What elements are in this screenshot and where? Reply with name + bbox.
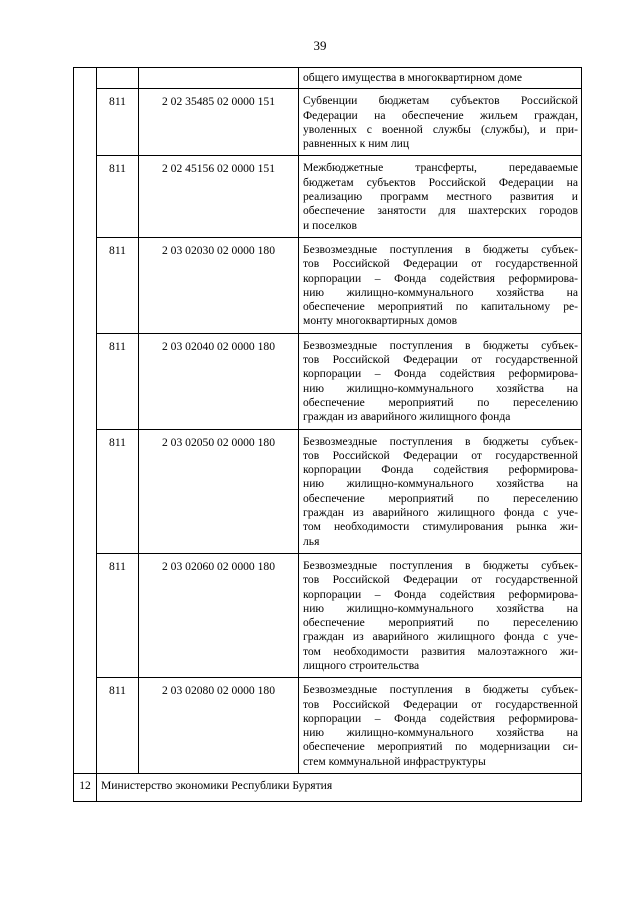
name-cell (299, 553, 582, 677)
kbk-code-cell: 2 02 45156 02 0000 151 (139, 156, 299, 237)
kbk-code-cell: 2 03 02040 02 0000 180 (139, 333, 299, 429)
number-cell (74, 68, 97, 774)
name-line: обеспечение мероприятий по переселению (303, 616, 578, 630)
kbk-code-cell: 2 03 02050 02 0000 180 (139, 429, 299, 553)
name-line: и поселков (303, 218, 357, 232)
name-line: нию жилищно-коммунального хозяйства на (303, 477, 578, 491)
name-line: том необходимости развития малоэтажного жи- (303, 644, 578, 658)
table-row (74, 89, 582, 156)
name-cell (299, 678, 582, 774)
name-line: Безвозмездные поступления в бюджеты субъек- (303, 434, 578, 448)
name-line: Безвозмездные поступления в бюджеты субъек- (303, 242, 578, 256)
name-line: Субвенции бюджетам субъектов Российской (303, 94, 578, 108)
name-line: тов Российской Федерации от государственной (303, 697, 578, 711)
name-line: Безвозмездные поступления в бюджеты субъек- (303, 338, 578, 352)
name-line: обеспечение мероприятий по модернизации си- (303, 740, 578, 754)
name-line: тов Российской Федерации от государственной (303, 257, 578, 271)
name-line: корпорации – Фонда содействия реформирова- (303, 367, 578, 381)
kbk-code-cell: 2 02 35485 02 0000 151 (139, 89, 299, 156)
table-row (74, 333, 582, 429)
table-row (74, 678, 582, 774)
name-line: лищного строительства (303, 658, 420, 672)
name-line: реализацию программ местного развития и (303, 190, 578, 204)
kbk-code-cell: 2 03 02060 02 0000 180 (139, 553, 299, 677)
kbk-code-cell: 2 03 02030 02 0000 180 (139, 237, 299, 333)
name-line: том необходимости стимулирования рынка жи- (303, 520, 578, 534)
kbk-code-cell (139, 68, 299, 89)
name-line: корпорации – Фонда содействия реформирова- (303, 711, 578, 725)
kbk-code-cell: 2 03 02080 02 0000 180 (139, 678, 299, 774)
admin-code-cell: 811 (97, 553, 139, 677)
name-line: Безвозмездные поступления в бюджеты субъек- (303, 683, 578, 697)
name-line: нию жилищно-коммунального хозяйства на (303, 285, 578, 299)
name-cell: общего имущества в многоквартирном доме (299, 68, 582, 89)
name-line: граждан из аварийного жилищного фонда с уче- (303, 506, 578, 520)
admin-code-cell: 811 (97, 429, 139, 553)
name-line: граждан из аварийного жилищного фонда (303, 410, 511, 424)
table-row (74, 429, 582, 553)
name-cell (299, 156, 582, 237)
name-line: стем коммунальной инфраструктуры (303, 754, 486, 768)
name-line: нию жилищно-коммунального хозяйства на (303, 601, 578, 615)
table-row (74, 553, 582, 677)
name-line: обеспечение мероприятий по переселению (303, 491, 578, 505)
table-row (74, 156, 582, 237)
name-line: корпорации – Фонда содействия реформирова- (303, 587, 578, 601)
admin-code-cell: 811 (97, 333, 139, 429)
name-line: обеспечение мероприятий по капитальному ре- (303, 300, 578, 314)
name-line: обеспечение занятости для шахтерских городов (303, 204, 578, 218)
admin-code-cell: 811 (97, 156, 139, 237)
name-line: Федерации на обеспечение жильем граждан, (303, 108, 578, 122)
name-line: корпорации Фонда содействия реформирова- (303, 463, 578, 477)
table-body (74, 68, 582, 802)
name-line: обеспечение мероприятий по переселению (303, 395, 578, 409)
name-line: тов Российской Федерации от государственной (303, 448, 578, 462)
name-line: уволенных с военной службы (службы), и при- (303, 122, 578, 136)
org-name-cell: Министерство экономики Республики Бурятия (97, 774, 582, 802)
name-line: равненных к ним лиц (303, 137, 410, 151)
revenue-codes-table (73, 67, 582, 802)
org-number-cell: 12 (74, 774, 97, 802)
name-line: Безвозмездные поступления в бюджеты субъек- (303, 558, 578, 572)
name-line: нию жилищно-коммунального хозяйства на (303, 381, 578, 395)
name-cell (299, 237, 582, 333)
name-line: корпорации – Фонда содействия реформирова- (303, 271, 578, 285)
admin-code-cell: 811 (97, 678, 139, 774)
name-line: бюджетам субъектов Российской Федерации на (303, 175, 578, 189)
table-row-continuation (74, 68, 582, 89)
name-line: граждан из аварийного жилищного фонда с уче- (303, 630, 578, 644)
name-line: монту многоквартирных домов (303, 314, 458, 328)
admin-code-cell: 811 (97, 237, 139, 333)
name-cell (299, 89, 582, 156)
name-line: тов Российской Федерации от государственной (303, 573, 578, 587)
admin-code-cell (97, 68, 139, 89)
page-number: 39 (313, 38, 327, 53)
table-row-organization (74, 774, 582, 802)
name-line: тов Российской Федерации от государственной (303, 353, 578, 367)
name-cell (299, 333, 582, 429)
name-line: нию жилищно-коммунального хозяйства на (303, 726, 578, 740)
name-line: лья (303, 534, 320, 548)
table-row (74, 237, 582, 333)
name-line: Межбюджетные трансферты, передаваемые (303, 161, 578, 175)
admin-code-cell: 811 (97, 89, 139, 156)
name-cell (299, 429, 582, 553)
